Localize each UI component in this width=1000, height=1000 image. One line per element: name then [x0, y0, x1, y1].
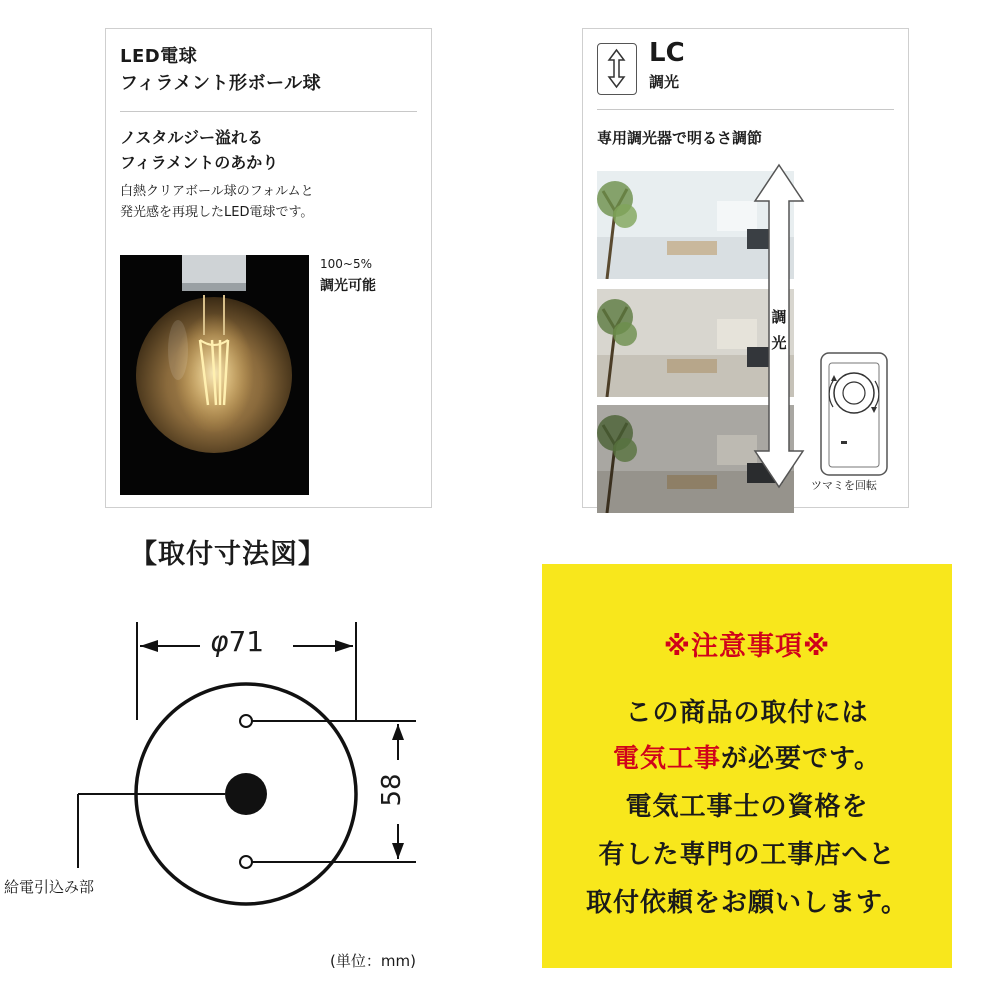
updown-arrow-icon: [597, 43, 637, 95]
bulb-card-title: [120, 43, 321, 97]
notice-line-5: 取付依頼をお願いします。: [586, 888, 908, 918]
notice-highlight: 電気工事: [613, 744, 722, 774]
bulb-subtitle-line1: ノスタルジー溢れる: [120, 128, 263, 147]
dimming-arrow-label: [769, 304, 789, 356]
bulb-body-line1: 白熱クリアボール球のフォルムと: [120, 184, 314, 199]
notice-line-4: 有した専門の工事店へと: [598, 840, 896, 870]
dimming-card: [582, 28, 909, 508]
divider: [120, 111, 417, 112]
lc-label: 調光: [649, 73, 680, 91]
bulb-body-line2: 発光感を再現したLED電球です。: [120, 205, 314, 220]
diameter-label: [210, 625, 264, 658]
knob-caption: ツマミを回転: [811, 479, 877, 492]
arrow-label-1: 調: [771, 308, 787, 326]
led-bulb-card: [105, 28, 432, 508]
bulb-card-description: [120, 181, 314, 223]
bulb-card-subtitle: [120, 125, 278, 175]
filament-bulb-image: [120, 255, 309, 495]
feed-entry-label: 給電引込み部: [4, 878, 95, 896]
dim-range: 100~5%: [320, 257, 372, 271]
lc-code: LC: [649, 38, 685, 68]
notice-line-1: この商品の取付には: [625, 698, 869, 728]
height-value: 58: [377, 773, 407, 807]
bulb-subtitle-line2: フィラメントのあかり: [120, 153, 279, 172]
dimmable-note: [320, 253, 376, 297]
notice-title: ※注意事項※: [663, 631, 831, 662]
dimmer-caption: 専用調光器で明るさ調節: [597, 129, 763, 147]
dim-label: 調光可能: [320, 278, 376, 294]
bulb-title-line1: LED電球: [120, 46, 198, 67]
dimension-diagram-title: 【取付寸法図】: [130, 539, 326, 570]
divider: [597, 109, 894, 110]
notice-line-3: 電気工事士の資格を: [625, 792, 869, 822]
notice-line-2-rest: が必要です。: [721, 744, 881, 774]
notice-line-2: [542, 738, 952, 775]
diameter-symbol: φ: [210, 625, 229, 658]
bulb-title-line2: フィラメント形ボール球: [120, 73, 322, 94]
arrow-label-2: 光: [771, 334, 787, 352]
caution-notice: [542, 564, 952, 968]
dimmer-switch-icon: [819, 351, 889, 477]
diameter-value: 71: [228, 625, 265, 658]
units-label: (単位：mm): [330, 952, 416, 970]
